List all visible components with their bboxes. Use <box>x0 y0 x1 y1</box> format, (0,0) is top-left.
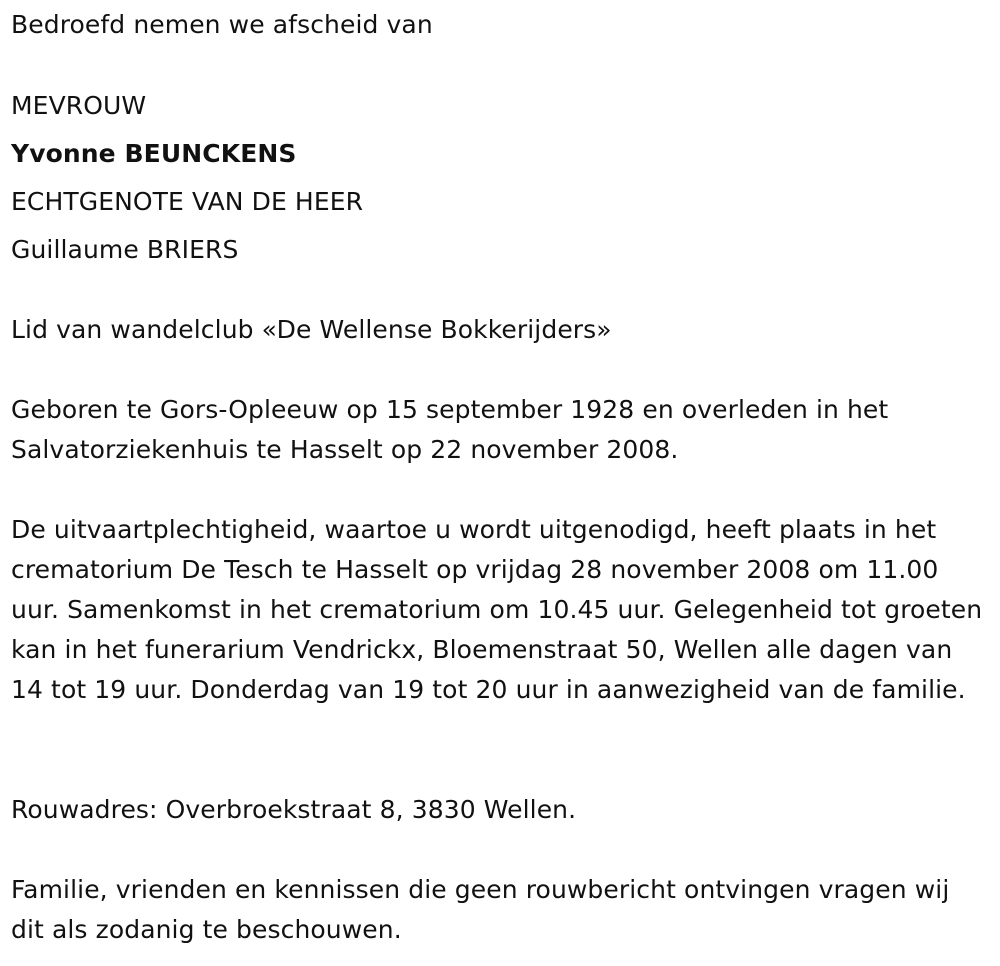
funeral-paragraph: De uitvaartplechtigheid, waartoe u wordt uitgenodigd, heeft plaats in het crematorium De Tesch te Hasselt op vrijdag 28 november 2008 om 11.00 uur. Samenkomst in het crematorium om 10.45 uur. Gelegenheid tot groeten kan in het funerarium Vendrickx, Bloemenstraat 50, Wellen alle dagen van 14 tot 19 uur. Donderdag van 19 tot 20 uur in aanwezigheid van de familie. <box>11 515 983 704</box>
membership-text: Lid van wandelclub «De Wellense Bokkerijders» <box>11 315 612 344</box>
birth-death-paragraph: Geboren te Gors-Opleeuw op 15 september 1928 en overleden in het Salvatorziekenhuis te Hasselt op 22 november 2008. <box>11 395 889 464</box>
intro-text: Bedroefd nemen we afscheid van <box>11 10 433 39</box>
closing-paragraph: Familie, vrienden en kennissen die geen rouwbericht ontvingen vragen wij dit als zodanig te beschouwen. <box>11 875 950 944</box>
relation-text: ECHTGENOTE VAN DE HEER <box>11 187 364 216</box>
deceased-name: Yvonne BEUNCKENS <box>11 139 297 168</box>
spouse-name: Guillaume BRIERS <box>11 235 239 264</box>
address-text: Rouwadres: Overbroekstraat 8, 3830 Wellen. <box>11 795 577 824</box>
title-text: MEVROUW <box>11 91 147 120</box>
